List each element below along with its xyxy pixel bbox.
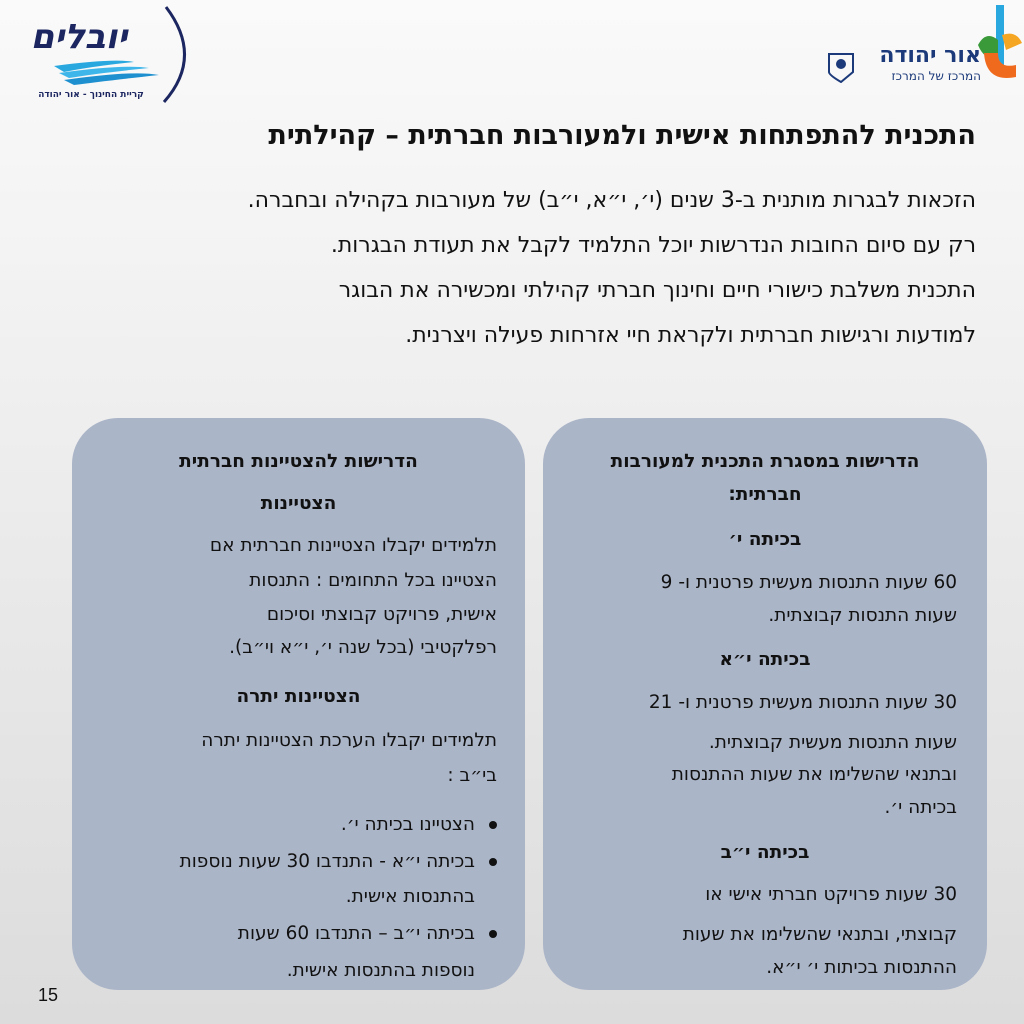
or-yehuda-symbol-icon: [976, 5, 1024, 85]
bullet-icon: [489, 930, 497, 938]
extra-excellence-text: בי״ב :: [447, 765, 497, 786]
yuvalim-logo: [14, 2, 204, 107]
bullet-item: [72, 809, 497, 841]
bullet-icon: [489, 858, 497, 866]
bullet-item: [72, 846, 497, 878]
grade-11-title: בכיתה י״א: [719, 649, 811, 670]
grade-12-text: 30 שעות פרויקט חברתי אישי או: [705, 884, 957, 905]
page-number: 15: [38, 985, 59, 1005]
bullet-item: [72, 918, 497, 950]
grade-11-text: ובתנאי שהשלימו את שעות ההתנסות: [671, 764, 957, 785]
excellence-text: הצטיינו בכל התחומים : התנסות: [249, 570, 497, 591]
bullet-text: בכיתה י״א - התנדבו 30 שעות נוספות: [179, 851, 475, 872]
grade-12-text: ההתנסות בכיתות י׳ י״א.: [766, 957, 957, 978]
bullet-text: נוספות בהתנסות אישית.: [286, 960, 475, 981]
or-yehuda-logo: [826, 5, 1024, 85]
excellence-title: הצטיינות: [260, 493, 337, 514]
excellence-text: אישית, פרויקט קבוצתי וסיכום: [266, 604, 497, 625]
grade-10-text: 60 שעות התנסות מעשית פרטנית ו- 9: [660, 572, 957, 593]
intro-line: רק עם סיום החובות הנדרשות יוכל התלמיד לקבל את תעודת הבגרות.: [330, 233, 976, 258]
box-heading: חברתית:: [728, 484, 802, 505]
grade-12-title: בכיתה י״ב: [720, 842, 810, 863]
excellence-requirements-box: [72, 418, 525, 990]
city-emblem-icon: [826, 51, 856, 83]
grade-11-text: בכיתה י׳.: [884, 797, 957, 818]
box-heading: הדרישות במסגרת התכנית למעורבות: [610, 451, 920, 472]
logo-arc: [164, 7, 185, 102]
grade-11-text: 30 שעות התנסות מעשית פרטנית ו- 21: [648, 692, 957, 713]
grade-11-text: שעות התנסות מעשית קבוצתית.: [708, 732, 957, 753]
extra-excellence-title: הצטיינות יתרה: [236, 686, 361, 707]
program-requirements-box: [543, 418, 987, 990]
grade-10-text: שעות התנסות קבוצתית.: [768, 605, 957, 626]
intro-line: התכנית משלבת כישורי חיים וחינוך חברתי קהילתי ומכשירה את הבוגר: [338, 278, 976, 303]
excellence-text: תלמידים יקבלו הצטיינות חברתית אם: [209, 535, 497, 556]
grade-10-title: בכיתה י׳: [728, 529, 802, 550]
yuvalim-subtitle: קריית החינוך - אור יהודה: [38, 90, 144, 100]
excellence-text: רפלקטיבי (בכל שנה י׳, י״א וי״ב).: [229, 637, 497, 658]
grade-12-text: קבוצתי, ובתנאי שהשלימו את שעות: [682, 924, 957, 945]
extra-excellence-text: תלמידים יקבלו הערכת הצטיינות יתרה: [201, 730, 497, 751]
intro-line: למודעות ורגישות חברתית ולקראת חיי אזרחות פעילה ויצרנית.: [405, 323, 976, 348]
page-title: התכנית להתפתחות אישית ולמעורבות חברתית – קהילתית: [268, 120, 976, 151]
intro-line: הזכאות לבגרות מותנית ב-3 שנים (י׳, י״א, י״ב) של מעורבות בקהילה ובחברה.: [247, 188, 976, 213]
bullet-text: בכיתה י״ב – התנדבו 60 שעות: [237, 923, 475, 944]
bullet-icon: [489, 821, 497, 829]
yuvalim-name: יובלים: [30, 17, 128, 57]
bullet-text: בהתנסות אישית.: [345, 886, 475, 907]
box-heading: הדרישות להצטיינות חברתית: [179, 451, 418, 472]
bullet-text: הצטיינו בכיתה י׳.: [340, 814, 475, 835]
intro-paragraph: [36, 178, 976, 358]
or-yehuda-name: אור יהודה: [879, 43, 981, 68]
or-yehuda-subtitle: המרכז של המרכז: [891, 69, 981, 83]
